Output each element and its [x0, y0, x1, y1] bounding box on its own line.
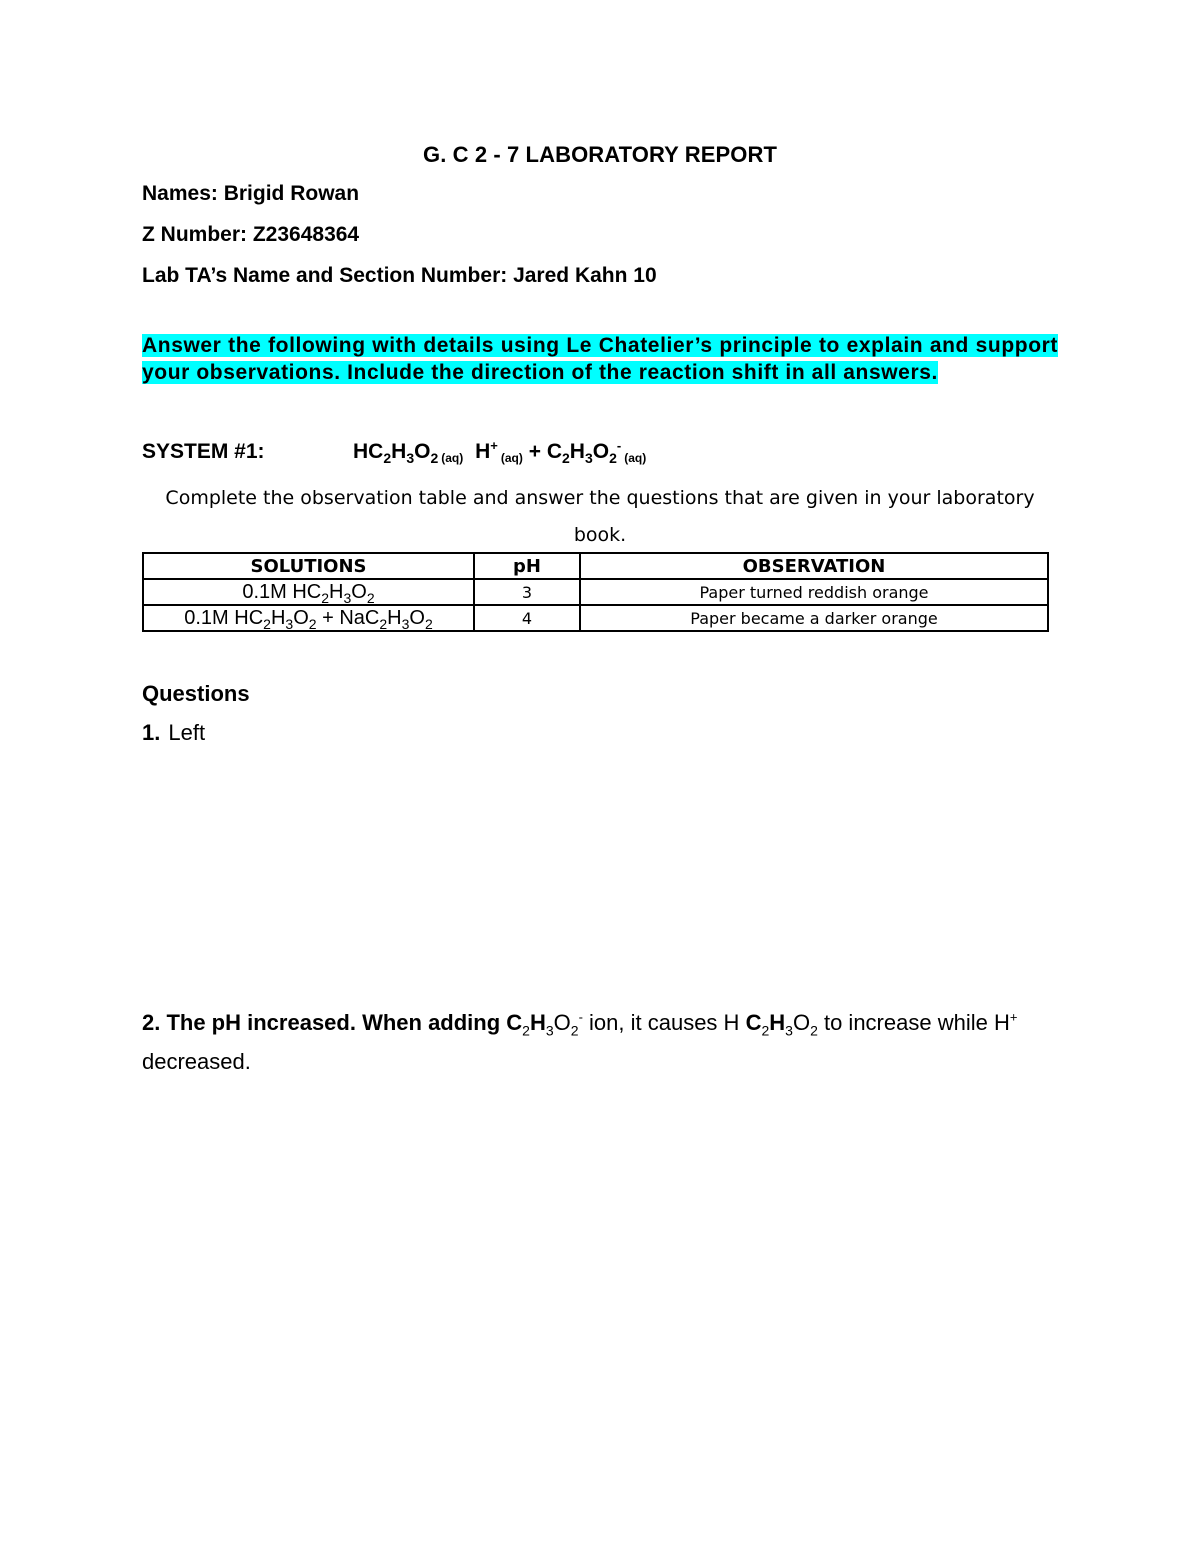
z-number-value: Z23648364 [252, 223, 360, 246]
observation-cell: Paper turned reddish orange [580, 579, 1048, 605]
reaction-equation: $HC_2H_3O_2$ (aq) $H^+(aq) + C_2H_3O_2^-(aq)$ [353, 438, 647, 467]
names-line [142, 182, 359, 206]
questions-heading: Questions [142, 681, 250, 706]
table-instructions: Complete the observation table and answer the questions that are given in your laboratory book. [165, 487, 1035, 546]
highlighted-instructions: Answer the following with details using Le Chatelier’s principle to explain and support your observations. Include the direction of the reaction shift in all answers. [142, 334, 1058, 384]
observation-table [142, 552, 1049, 632]
solution-cell: 0.1M $HC_2H_3O_2$ [143, 579, 474, 605]
question-1-answer [142, 720, 205, 746]
ph-cell: 3 [474, 579, 580, 605]
ph-cell: 4 [474, 605, 580, 631]
ta-line [142, 264, 657, 288]
ta-value: Jared Kahn 10 [513, 264, 657, 287]
header-ph: pH [474, 553, 580, 579]
question-1-text: Left [168, 720, 206, 745]
header-observation: OBSERVATION [580, 553, 1048, 579]
table-row [143, 579, 1048, 605]
table-header-row [143, 553, 1048, 579]
names-value: Brigid Rowan [223, 182, 360, 205]
names-label: Names: [142, 182, 218, 205]
ta-label: Lab TA’s Name and Section Number: [142, 264, 508, 287]
system-label: SYSTEM #1: [142, 440, 265, 463]
table-row [143, 605, 1048, 631]
system-equation-line [142, 440, 646, 465]
observation-cell: Paper became a darker orange [580, 605, 1048, 631]
header-solutions: SOLUTIONS [143, 553, 474, 579]
z-number-label: Z Number: [142, 223, 247, 246]
question-2-answer: 2. The pH increased. When adding $C_2H_3O_2^-$ ion, it causes H $C_2H_3O_2$ to increase while H+ decreased. [142, 1009, 1018, 1074]
report-title: G. C 2 - 7 LABORATORY REPORT [422, 142, 778, 167]
instructions-paragraph [142, 332, 1058, 386]
question-1-number: 1. [142, 720, 161, 745]
solution-cell: 0.1M $HC_2H_3O_2 + NaC_2H_3O_2$ [143, 605, 474, 631]
z-number-line [142, 223, 359, 247]
